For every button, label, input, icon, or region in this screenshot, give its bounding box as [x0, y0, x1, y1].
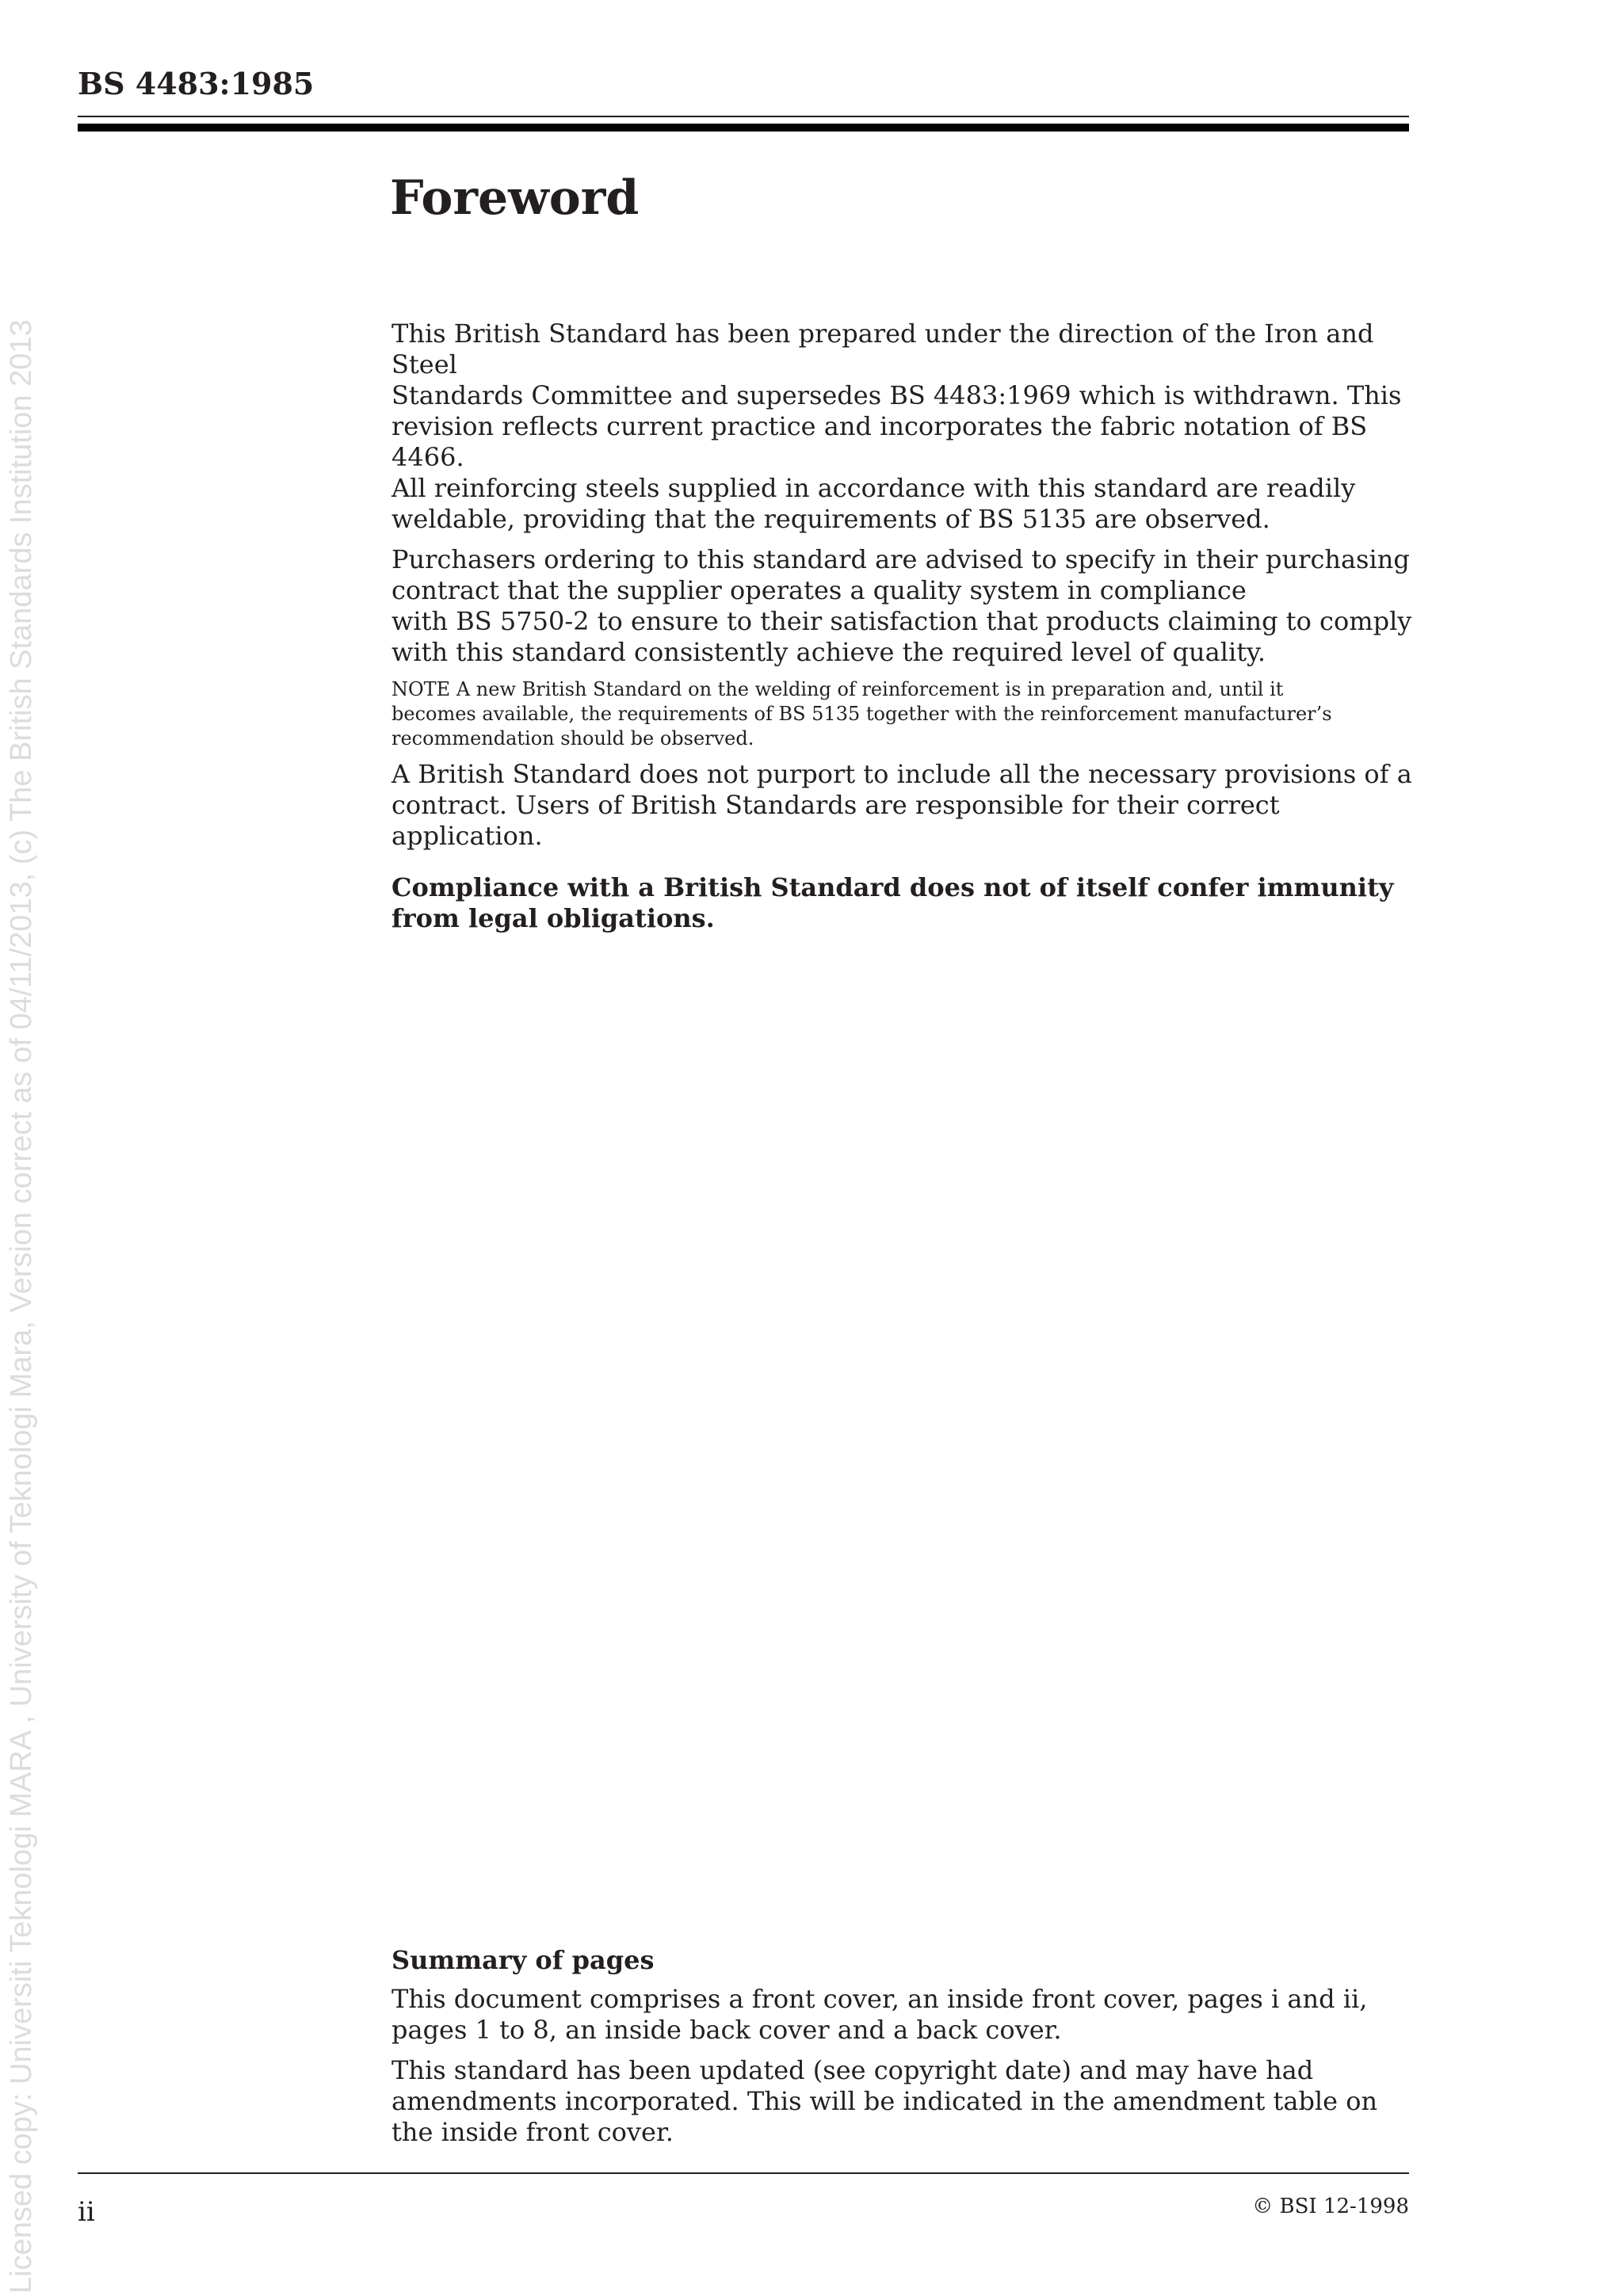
summary-of-pages: [391, 1944, 1422, 2157]
foreword-paragraph: A British Standard does not purport to include all the necessary provisions of a contract. Users of British Standards are responsible for their correct application.: [391, 759, 1412, 851]
compliance-statement: Compliance with a British Standard does not of itself confer immunity from legal obligations.: [391, 872, 1394, 933]
license-watermark: Licensed copy: Universiti Teknologi MARA , University of Teknologi Mara, Version correct as of 04/11/2013, (c) The British Standards Institution 2013: [5, 319, 38, 2294]
foreword-note: NOTE A new British Standard on the welding of reinforcement is in preparation and, until it becomes available, the requirements of BS 5135 together with the reinforcement manufacturer’s recommendation should be observed.: [391, 678, 1332, 749]
document-identifier: BS 4483:1985: [78, 66, 315, 101]
page-title: Foreword: [390, 170, 640, 226]
summary-paragraph: This standard has been updated (see copyright date) and may have had amendments incorporated. This will be indicated in the amendment table on the inside front cover.: [391, 2055, 1378, 2147]
foreword-paragraph: Purchasers ordering to this standard are advised to specify in their purchasing contract that the supplier operates a quality system in compliance with BS 5750-2 to ensure to their satisfaction that products claiming to comply with this standard consistently achieve the required level of quality.: [391, 544, 1412, 667]
header-thick-rule: [78, 124, 1409, 132]
header-thin-rule: [78, 116, 1409, 117]
summary-paragraph: This document comprises a front cover, an inside front cover, pages i and ii, pages 1 to 8, an inside back cover and a back cover.: [391, 1984, 1368, 2045]
footer-rule: [78, 2172, 1409, 2174]
foreword-body: [391, 318, 1422, 934]
page-number: ii: [78, 2196, 95, 2228]
summary-heading: Summary of pages: [391, 1945, 655, 1975]
copyright-notice: © BSI 12-1998: [1252, 2195, 1409, 2218]
foreword-paragraph: This British Standard has been prepared under the direction of the Iron and Steel Standards Committee and supersedes BS 4483:1969 which is withdrawn. This revision reflects current practice and incorporates the fabric notation of BS 4466. All reinforcing steels supplied in accordance with this standard are readily weldable, providing that the requirements of BS 5135 are observed.: [391, 318, 1402, 534]
